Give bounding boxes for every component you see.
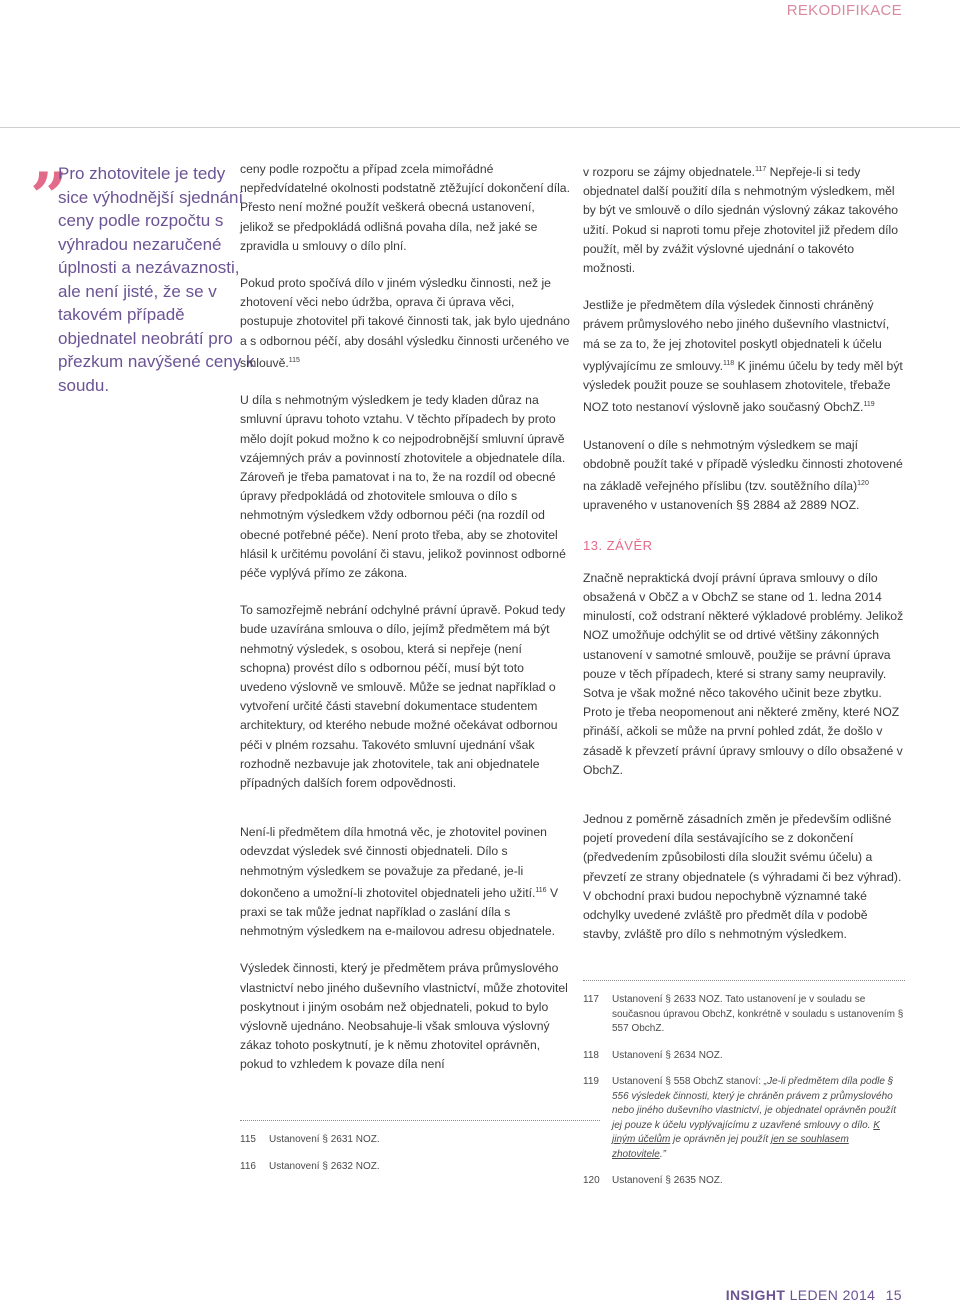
- footnote: 120 Ustanovení § 2635 NOZ.: [583, 1175, 723, 1186]
- footnote-ref: 119: [863, 401, 875, 409]
- section-heading: 13. ZÁVĚR: [583, 537, 653, 553]
- article-column-right: [583, 160, 905, 962]
- paragraph: U díla s nehmotným výsledkem je tedy kladen důraz na smluvní úpravu tohoto vztahu. V těchto případech by proto mělo dojít pokud možno k co nejpodrobnější smluvní úpravě vzájemných práv a povinností zhotovitele a objednatele díla. Zároveň je třeba pamatovat i na to, že na rozdíl od obecné úpravy předpokládá od zhotovitele smlouva o dílo s nehmotným výsledkem vždy odbornou péči (na rozdíl od obecné potřebné péče). Není proto třeba, aby se zhotovitel hlásil k určitému povolání či stavu, jelikož povinnost odborné péče vyplývá přímo ze zákona.: [240, 393, 566, 580]
- footnote: 116 Ustanovení § 2632 NOZ.: [240, 1160, 380, 1172]
- magazine-brand: INSIGHT: [725, 1287, 786, 1303]
- paragraph: Jednou z poměrně zásadních změn je především odlišné pojetí provedení díla sestávajícího se z dokončení (předvedením způsobilosti díla sloužit svému účelu) a převzetí ze strany objednatele (s výhradami či bez výhrad). V obchodní praxi budou nepochybně významné také odchylky uvedené zvláště pro předmět díla v podobě stavby, zvláště pro dílo s nehmotným výsledkem.: [583, 811, 902, 942]
- page-number: 15: [885, 1287, 902, 1303]
- footnotes-middle: [240, 1120, 600, 1186]
- footnotes-right: [583, 980, 905, 1201]
- footnote: 119 Ustanovení § 558 ObchZ stanoví: „Je-li předmětem díla podle § 556 výsledek činnosti, který je chráněn právem z průmyslového nebo jiného duševního vlastnictví, je objednatel oprávněn použít jej pouze k účelu vyplývajícímu z uzavřené smlouvy o dílo. K jiným účelům je oprávněn jej použít jen se souhlasem zhotovitele.”: [583, 1076, 897, 1160]
- paragraph: Ustanovení o díle s nehmotným výsledkem se mají obdobně použít také v případě výsledku činnosti zhotovené na základě veřejného příslibu (tzv. soutěžního díla)$^{120}$ upraveného v ustanoveních §§ 2884 až 2889 NOZ.: [583, 437, 903, 513]
- footnote: 118 Ustanovení § 2634 NOZ.: [583, 1049, 723, 1061]
- header-divider: [0, 127, 960, 128]
- paragraph: Jestliže je předmětem díla výsledek činnosti chráněný právem průmyslového nebo jiného duševního vlastnictví, má se za to, že jej zhotovitel poskytl objednateli k účelu vyplývajícímu ze smlouvy.$^{118}$ K jinému účelu by tedy měl být výsledek použit pouze se souhlasem zhotovitele, třebaže NOZ toto nestanoví výslovně jako současný ObchZ.$^{119}$: [583, 298, 903, 415]
- page-footer: [726, 1287, 902, 1303]
- paragraph: Značně nepraktická dvojí právní úprava smlouvy o dílo obsažená v ObčZ a v ObchZ se stane od 1. ledna 2014 minulostí, což odstraní některé výkladové problémy. Jelikož NOZ umožňuje odchýlit se od drtivé většiny zákonných ustanovení v samotné smlouvě, použije se právní úprava pouze v těch případech, které si strany samy neupravily. Sotva je však možné něco takového učinit beze zbytku. Proto je třeba neopomenout ani některé změny, které NOZ přináší, ačkoli se může na první pohled zdát, že došlo v zásadě k převzetí právní úpravy smlouvy o dílo obsažené v ObchZ.: [583, 570, 904, 777]
- paragraph: Výsledek činnosti, který je předmětem práva průmyslového vlastnictví nebo jiného duševního vlastnictví, může zhotovitel poskytnout i jiným osobám než objednateli, pokud to bylo výslovně ujednáno. Neobsahuje-li však smlouva výslovný zákaz tohoto poskytnutí, je k němu zhotovitel oprávněn, pokud to vzhledem k povaze díla není: [240, 961, 568, 1072]
- pull-quote-text: Pro zhotovitele je tedy sice výhodnější sjednání ceny podle rozpočtu s výhradou nezaručené úplnosti a nezávaznosti, ale není jisté, že se v takovém případě objednatel neobrátí pro přezkum navýšené ceny k soudu.: [58, 164, 255, 395]
- footnote: 117 Ustanovení § 2633 NOZ. Tato ustanovení je v souladu se současnou úpravou ObchZ, konkrétně v souladu s ustanovením § 557 ObchZ.: [583, 994, 904, 1034]
- footnote-ref: 118: [722, 359, 735, 367]
- paragraph: v rozporu se zájmy objednatele.$^{117}$ Nepřeje-li si tedy objednatel další použití díla s nehmotným výsledkem, měl by být ve smlouvě o dílo sjednán výslovný zákaz takového užití. Pokud si naproti tomu přeje zhotovitel již předem dílo použít, měl by zvážit výslovné ujednání o takovéto možnosti.: [583, 165, 899, 276]
- issue-label: LEDEN 2014: [789, 1287, 876, 1303]
- footnote-ref: 116: [535, 886, 547, 894]
- article-column-middle: [240, 160, 570, 1093]
- quote-mark-icon: ”: [30, 158, 68, 236]
- footnote-ref: 120: [857, 480, 869, 488]
- footnote-ref: 115: [288, 356, 300, 364]
- section-label: REKODIFIKACE: [786, 2, 902, 19]
- footnote: 115 Ustanovení § 2631 NOZ.: [240, 1134, 380, 1145]
- paragraph: To samozřejmě nebrání odchylné právní úpravě. Pokud tedy bude uzavírána smlouva o dílo, jejímž předmětem má být nehmotný výsledek, s osobou, která si nepřeje (není schopna) provést dílo s odbornou péčí, musí být toto uvedeno výslovně ve smlouvě. Může se jednat například o vytvoření určité části stavební dokumentace studentem architektury, od kterého nebude možné očekávat odbornou péči v plném rozsahu. Takovéto smluvní ujednání však rozhodně nezbavuje jak zhotovitele, tak ani objednatele případných dalších forem odpovědnosti.: [240, 603, 566, 790]
- paragraph: Není-li předmětem díla hmotná věc, je zhotovitel povinen odevzdat výsledek své činnosti objednateli. Dílo s nehmotným výsledkem se považuje za předané, je-li dokončeno a umožní-li zhotovitel objednateli jeho užití.$^{116}$ V praxi se tak může jednat například o zaslání díla s nehmotným výsledkem na e-mailovou adresu objednatele.: [240, 825, 559, 939]
- paragraph: Pokud proto spočívá dílo v jiném výsledku činnosti, než je zhotovení věci nebo údržba, oprava či úprava věci, postupuje zhotovitel při takové činnosti tak, jak bylo ujednáno a s odbornou péčí, aby dosáhl výsledku činnosti určeného ve smlouvě.$^{115}$: [240, 276, 570, 370]
- paragraph: ceny podle rozpočtu a případ zcela mimořádné nepředvídatelné okolnosti podstatně ztěžující dokončení díla. Přesto není možné použít veškerá obecná ustanovení, jelikož se předpokládá odlišná povaha díla, než jaké se zpravidla u smlouvy o dílo plní.: [240, 162, 570, 253]
- footnote-divider: [583, 980, 905, 981]
- footnote-divider: [240, 1120, 600, 1121]
- footnote-ref: 117: [755, 166, 767, 173]
